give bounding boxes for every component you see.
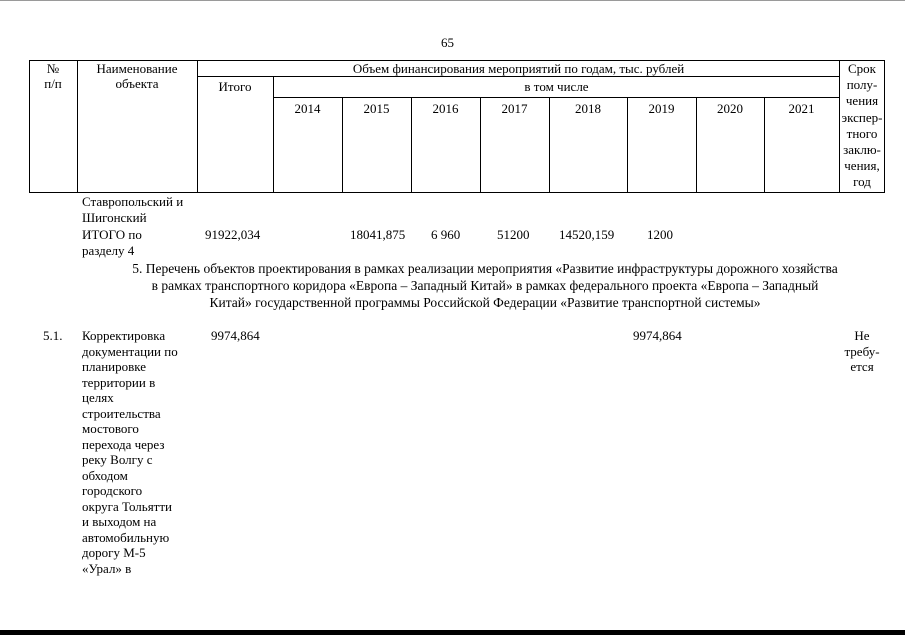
row-5-1-name-line: городского [82, 483, 143, 498]
row-divider [197, 76, 840, 77]
total-row-2018: 14520,159 [559, 227, 615, 242]
top-border-line [0, 0, 905, 1]
header-name-line2: объекта [115, 76, 159, 91]
row-5-1-name-line: мостового [82, 421, 139, 436]
row-5-1-name-line: территории в [82, 374, 156, 390]
section4-name-tail [82, 194, 200, 225]
row-divider [273, 97, 840, 98]
header-num-cell [29, 61, 77, 91]
row-5-1-name-line: целях [82, 390, 114, 405]
section4-name-line: Ставропольский и [82, 194, 184, 209]
header-num-line2: п/п [44, 76, 62, 91]
header-term-line: чения [845, 93, 879, 109]
total-row-label [82, 227, 200, 258]
row-5-1-name-line: и выходом на [82, 514, 157, 529]
header-term-line: чения, [844, 158, 880, 174]
total-row-2019: 1200 [647, 227, 673, 242]
header-term-line: Срок [848, 61, 876, 76]
total-row-2016: 6 960 [431, 227, 461, 242]
header-term-line: экспер- [841, 109, 883, 125]
row-5-1-name-line: обходом [82, 467, 128, 483]
row-5-1-num: 5.1. [43, 328, 63, 343]
row-5-1-total: 9974,864 [211, 328, 260, 343]
header-year-2021: 2021 [788, 101, 815, 116]
row-5-1-term-line: Не [854, 328, 870, 343]
row-5-1-term-line: ется [850, 359, 874, 374]
header-year-2015: 2015 [363, 101, 390, 116]
row-5-1-name-line: автомобильную [82, 529, 170, 545]
total-row-total: 91922,034 [205, 227, 261, 242]
row-5-1-name-line: Корректировка [82, 328, 166, 343]
section5-heading [85, 260, 885, 311]
row-5-1-name-line: перехода через [82, 436, 165, 452]
header-year-2016: 2016 [432, 101, 459, 116]
row-5-1-term-line: требу- [844, 343, 880, 359]
row-5-1-term [839, 328, 885, 375]
section5-heading-line: Китай» государственной программы Российской Федерации «Развитие транспортной системы» [209, 295, 761, 310]
header-name-cell [77, 61, 197, 91]
header-year-2014: 2014 [294, 101, 321, 116]
header-including: в том числе [524, 79, 589, 94]
total-row-2015: 18041,875 [350, 227, 406, 242]
row-5-1-name-line: округа Тольятти [82, 498, 173, 514]
row-5-1-name-line: строительства [82, 405, 161, 421]
header-year-2020: 2020 [717, 101, 743, 116]
row-5-1-name [82, 328, 200, 576]
header-term-line: заклю- [843, 142, 881, 158]
total-row-label-line: разделу 4 [82, 242, 135, 258]
row-5-1-name-line: реку Волгу с [82, 452, 153, 467]
header-total: Итого [218, 79, 252, 94]
header-num-line1: № [46, 61, 60, 76]
section5-heading-line: 5. Перечень объектов проектирования в рамках реализации мероприятия «Развитие инфраструктуры дорожного хозяйства [132, 261, 838, 276]
row-5-1-name-line: дорогу М-5 [82, 545, 146, 560]
header-term-line: полу- [846, 77, 878, 93]
header-year-2019: 2019 [648, 101, 675, 116]
row-5-1-2019: 9974,864 [633, 328, 682, 343]
total-row-2017: 51200 [497, 227, 530, 242]
row-5-1-name-line: «Урал» в [82, 560, 132, 576]
section4-name-line: Шигонский [82, 209, 147, 225]
section5-heading-line: в рамках транспортного коридора «Европа – Западный Китай» в рамках федерального проекта «Европа – Западный [151, 278, 819, 293]
header-term-cell [839, 61, 885, 191]
page-number: 65 [441, 35, 454, 50]
header-year-2018: 2018 [575, 101, 601, 116]
header-term-line: тного [846, 125, 878, 141]
row-5-1-name-line: документации по [82, 343, 178, 359]
header-term-line: год [853, 174, 871, 190]
header-financing: Объем финансирования мероприятий по годам, тыс. рублей [352, 61, 685, 76]
header-name-line1: Наименование [96, 61, 178, 76]
total-row-label-line: ИТОГО по [82, 227, 142, 242]
header-year-2017: 2017 [501, 101, 528, 116]
bottom-scan-edge [0, 630, 905, 635]
row-5-1-name-line: планировке [82, 359, 147, 374]
